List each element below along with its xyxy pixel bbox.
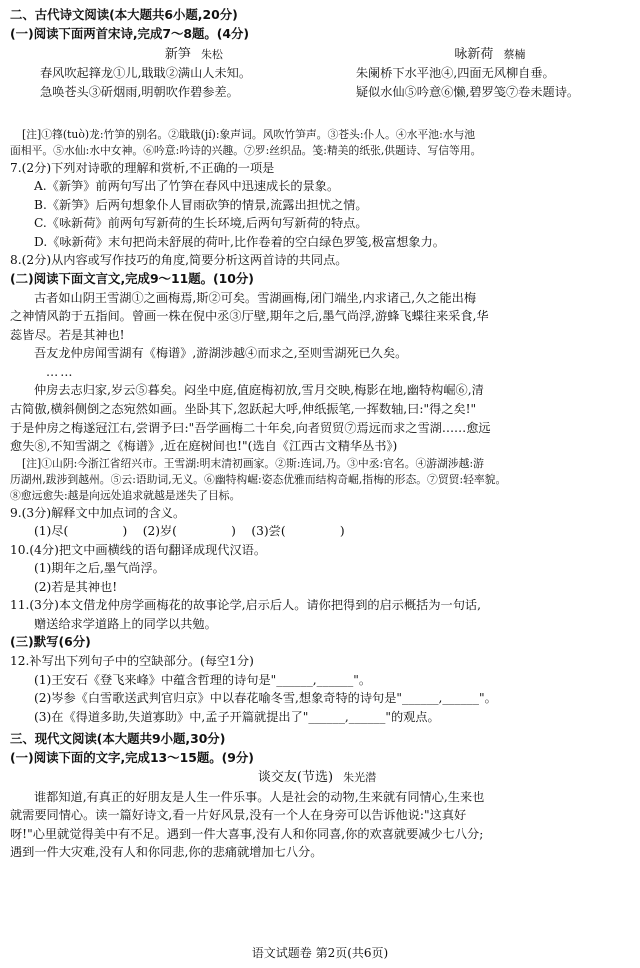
q12-item-3: (3)在《得道多助,失道寡助》中,孟子开篇就提出了"______,______"的观点。: [34, 709, 440, 724]
q9-blanks: (1)尽( ) (2)岁( ) (3)尝( ): [34, 524, 345, 539]
question-10: 10.(4分)把文中画横线的语句翻译成现代汉语。: [10, 542, 267, 557]
poem-title: 新笋: [164, 46, 191, 62]
classical-text-line: 之神情风韵于五指间。曾画一株在倪中丞③厅壁,期年之后,墨气尚浮,游蜂飞蝶往来采食,华: [10, 309, 489, 324]
classical-annotation: ⑧愈远愈失:越是向远处追求就越是迷失了目标。: [10, 488, 241, 502]
poem-author: 朱松: [200, 47, 223, 61]
page-footer: 语文试题卷 第2页(共6页): [251, 946, 389, 960]
q10-item-1: (1)期年之后,墨气尚浮。: [34, 561, 165, 576]
question-9: 9.(3分)解释文中加点词的含义。: [10, 505, 186, 520]
poem-yongxinhe: [348, 45, 624, 127]
section2-header: 二、古代诗文阅读(本大题共6小题,20分): [10, 7, 238, 22]
q7-option-c: C.《咏新荷》前两句写新荷的生长环境,后两句写新荷的特点。: [34, 216, 368, 231]
poem-title: 咏新荷: [454, 46, 494, 62]
q10-item-2: (2)若是其神也!: [34, 579, 118, 594]
question-12: 12.补写出下列句子中的空缺部分。(每空1分): [10, 654, 254, 669]
poem-line: 急唤苍头③斫烟雨,明朝吹作碧参差。: [40, 84, 239, 99]
q7-option-b: B.《新笋》后两句想象仆人冒雨砍笋的情景,流露出担忧之情。: [34, 197, 368, 212]
article-text-line: 谁都知道,有真正的好朋友是人生一件乐事。人是社会的动物,生来就有同情心,生来也: [34, 789, 485, 804]
poem-line: 朱阑桥下水平池④,四面无风柳自垂。: [355, 66, 555, 81]
q7-option-a: A.《新笋》前两句写出了竹笋在春风中迅速成长的景象。: [34, 179, 340, 194]
question-8: 8.(2分)从内容或写作技巧的角度,简要分析这两首诗的共同点。: [10, 253, 348, 268]
classical-text-line: 古者如山阴王雪湖①之画梅焉,斯②可矣。雪湖画梅,闭门端坐,内求诸己,久之能出梅: [34, 290, 477, 305]
poem-line: 春风吹起箨龙①儿,戢戢②满山人未知。: [40, 66, 252, 81]
poem-annotation: [注]①箨(tuò)龙:竹笋的别名。②戢戢(jí):象声词。风吹竹笋声。③苍头:仆人。④水平池:水与池: [22, 127, 476, 141]
question-7: 7.(2分)下列对诗歌的理解和赏析,不正确的一项是: [10, 160, 275, 175]
q7-option-d: D.《咏新荷》末句把尚未舒展的荷叶,比作卷着的空白绿色罗笺,极富想象力。: [34, 234, 445, 249]
classical-text-line: 古简傲,横斜侧倒之态宛然如画。坐卧其下,忽跃起大呼,伸纸振笔,一挥数轴,曰:"得之矣!": [10, 402, 477, 417]
poem-line: 疑似水仙⑤吟意⑥懒,碧罗笺⑦卷未题诗。: [355, 84, 580, 99]
article-title: 谈交友(节选): [257, 770, 334, 786]
poem-author: 蔡楠: [503, 47, 526, 61]
article-author: 朱光潜: [343, 771, 377, 785]
question-11: 11.(3分)本文借龙仲房学画梅花的故事论学,启示后人。请你把得到的启示概括为一句话,: [10, 598, 481, 613]
q12-item-1: (1)王安石《登飞来峰》中蕴含哲理的诗句是"______,______"。: [34, 672, 372, 687]
q12-item-2: (2)岑参《白雪歌送武判官归京》中以春花喻冬雪,想象奇特的诗句是"______,______"。: [34, 691, 497, 706]
question-11-cont: 赠送给求学道路上的同学以共勉。: [34, 616, 217, 631]
classical-text-line: 仲房去志归家,岁云⑤暮矣。闷坐中庭,值庭梅初放,雪月交映,梅影在地,幽特构崛⑥,清: [34, 383, 484, 398]
classical-annotation: 历湖州,跋涉到越州。⑤云:语助词,无义。⑥幽特构崛:姿态优雅而结构奇崛,指梅的形态。⑦贸贸:轻率貌。: [10, 472, 507, 486]
classical-part-header: (二)阅读下面文言文,完成9～11题。(10分): [10, 270, 254, 286]
article-text-line: 呀!"心里就觉得美中有不足。遇到一件大喜事,没有人和你同喜,你的欢喜就要减少七八分;: [10, 826, 484, 841]
poems-block: [10, 45, 624, 127]
classical-text-line: 蕊皆尽。若是其神也!: [10, 327, 125, 342]
dictation-part-header: (三)默写(6分): [10, 634, 91, 650]
section3-header: 三、现代文阅读(本大题共9小题,30分): [10, 731, 226, 747]
classical-annotation: [注]①山阴:今浙江省绍兴市。王雪湖:明末清初画家。②斯:连词,乃。③中丞:官名。④游湖涉越:游: [22, 456, 484, 470]
classical-text-line: 愈失⑧,不知雪湖之《梅谱》,近在庭树间也!"(选自《江西古文精华丛书》): [10, 439, 398, 454]
poetry-part-header: (一)阅读下面两首宋诗,完成7～8题。(4分): [10, 25, 250, 41]
poem-xinsun: [10, 45, 348, 127]
poem-annotation: 面相平。⑤水仙:水中女神。⑥吟意:吟诗的兴趣。⑦罗:丝织品。笺:精美的纸张,供题诗、写信等用。: [10, 143, 482, 157]
classical-text-line: 吾友龙仲房闻雪湖有《梅谱》,游湖涉越④而求之,至则雪湖死已久矣。: [34, 346, 408, 361]
article-text-line: 就需要同情心。读一篇好诗文,看一片好风景,没有一个人在身旁可以告诉他说:"这真好: [10, 808, 467, 823]
ellipsis: ……: [46, 364, 75, 379]
classical-text-line: 于是仲房之梅遂冠江右,尝谓予曰:"吾学画梅二十年矣,向者贸贸⑦焉远而求之雪湖……愈远: [10, 420, 491, 435]
modern-part-header: (一)阅读下面的文字,完成13～15题。(9分): [10, 750, 254, 766]
article-text-line: 遇到一件大灾难,没有人和你同悲,你的悲痛就增加七八分。: [10, 845, 323, 860]
